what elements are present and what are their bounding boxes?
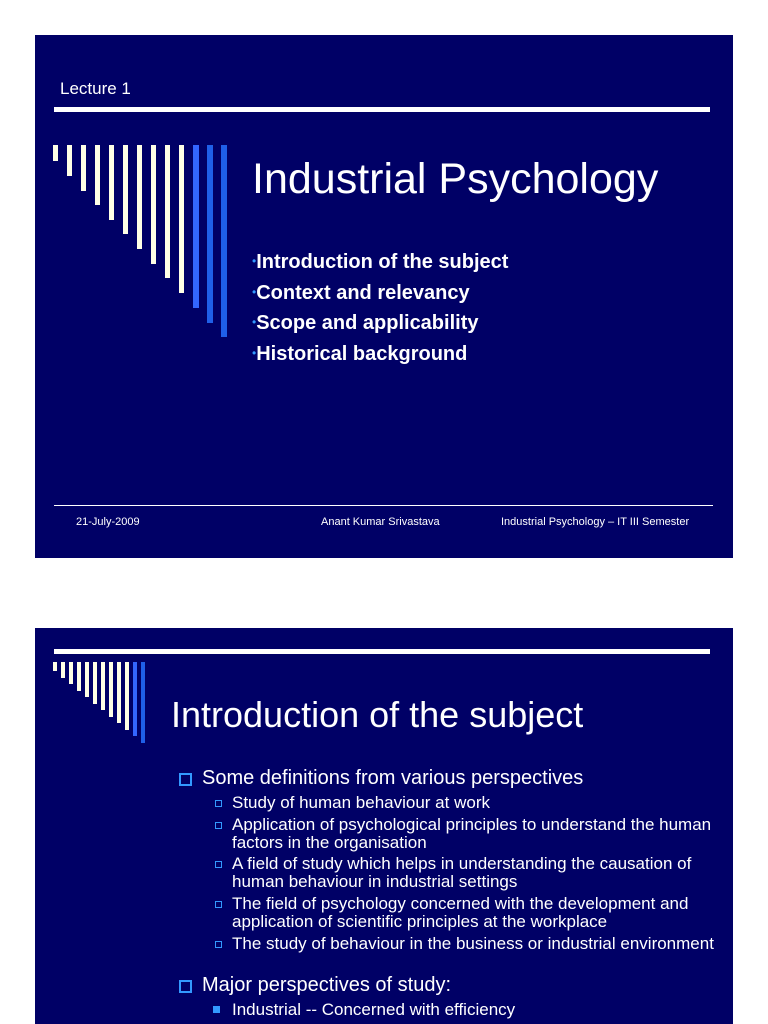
small-square-bullet-icon — [215, 861, 222, 868]
list-item: Major perspectives of study: — [202, 974, 451, 996]
stripe — [67, 145, 72, 176]
sub-list-item: The field of psychology concerned with the development and application of scientific principles at the workplace — [232, 894, 689, 931]
list-item-text: Scope and applicability — [256, 312, 479, 335]
stripe — [117, 662, 121, 723]
bullet-dot-icon: • — [252, 315, 257, 330]
stripe — [151, 145, 156, 264]
stripe — [207, 145, 213, 323]
filled-square-bullet-icon — [213, 1006, 220, 1013]
list-item — [252, 309, 508, 340]
stripe — [53, 145, 58, 161]
stripe — [193, 145, 199, 308]
topic-list — [252, 248, 508, 371]
stripe — [93, 662, 97, 704]
small-square-bullet-icon — [215, 901, 222, 908]
stripe — [125, 662, 129, 730]
footer-divider — [54, 505, 713, 506]
stripe — [109, 662, 113, 717]
stripe — [95, 145, 100, 205]
list-item-text: Historical background — [256, 343, 468, 366]
slide-1 — [35, 35, 733, 558]
stripe — [221, 145, 227, 337]
hollow-square-bullet-icon — [179, 980, 192, 993]
slide-2 — [35, 628, 733, 1024]
stripe — [165, 145, 170, 278]
small-square-bullet-icon — [215, 800, 222, 807]
list-item — [252, 248, 508, 279]
bullet-dot-icon: • — [252, 284, 257, 299]
stripe — [53, 662, 57, 671]
sub-list-item: Application of psychological principles to understand the human factors in the organisation — [232, 815, 712, 852]
stripe — [109, 145, 114, 220]
stripe — [123, 145, 128, 234]
stripe — [137, 145, 142, 249]
list-item — [252, 340, 508, 371]
decorative-stripes — [35, 662, 155, 744]
bullet-dot-icon: • — [252, 346, 257, 361]
lecture-label: Lecture 1 — [60, 79, 131, 98]
stripe — [179, 145, 184, 293]
stripe — [101, 662, 105, 710]
bullet-dot-icon: • — [252, 254, 257, 268]
stripe — [69, 662, 73, 684]
sub-list-item: Industrial -- Concerned with efficiency — [232, 1000, 516, 1019]
stripe — [77, 662, 81, 691]
list-item-text: Context and relevancy — [256, 281, 470, 304]
hollow-square-bullet-icon — [179, 773, 192, 786]
sub-list-item: The study of behaviour in the business or industrial environment — [232, 934, 714, 953]
sub-list-item: Study of human behaviour at work — [232, 793, 490, 812]
small-square-bullet-icon — [215, 941, 222, 948]
decorative-stripes — [35, 145, 235, 325]
stripe — [61, 662, 65, 678]
footer-date: 21-July-2009 — [76, 516, 140, 528]
small-square-bullet-icon — [215, 822, 222, 829]
stripe — [141, 662, 145, 743]
stripe — [81, 145, 86, 191]
stripe — [133, 662, 137, 736]
slide-title: Introduction of the subject — [171, 694, 584, 735]
sub-list-item: A field of study which helps in understanding the causation of human behaviour in industrial settings — [232, 854, 692, 891]
stripe — [85, 662, 89, 697]
header-divider — [54, 649, 710, 654]
footer-course: Industrial Psychology – IT III Semester — [501, 516, 690, 528]
footer-author: Anant Kumar Srivastava — [321, 516, 440, 528]
list-item: Some definitions from various perspectives — [202, 767, 584, 789]
header-divider — [54, 107, 710, 112]
list-item-text: Introduction of the subject — [256, 251, 509, 273]
list-item — [252, 279, 508, 310]
slide-title: Industrial Psychology — [252, 155, 659, 203]
